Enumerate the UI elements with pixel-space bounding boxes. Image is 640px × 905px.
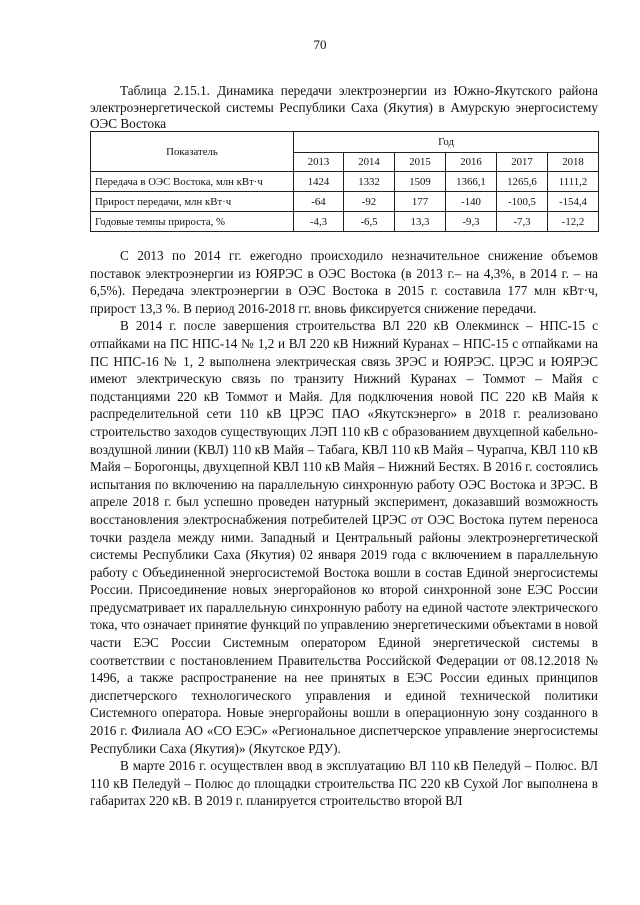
table-cell: 13,3: [395, 212, 446, 232]
paragraph: В марте 2016 г. осуществлен ввод в эксплуатацию ВЛ 110 кВ Пеледуй – Полюс. ВЛ 110 кВ Пеледуй – Полюс до площадки строительства ПС 220 кВ Сухой Лог выполнена в габаритах 220 кВ. В 2019 г. планируется строительство второй ВЛ: [90, 758, 598, 809]
year-2014: 2014: [344, 153, 395, 172]
paragraph: С 2013 по 2014 гг. ежегодно происходило незначительное снижение объемов поставок электроэнергии из ЮЯРЭС в ОЭС Востока (в 2013 г.– на 4,3%, в 2014 г. – на 6,5%). Передача электроэнергии в ОЭС Востока в 2015 г. составила 177 млн кВт·ч, прирост 13,3 %. В период 2016-2018 гг. вновь фиксируется снижение передачи.: [90, 248, 598, 316]
table-cell: -92: [344, 192, 395, 212]
year-2015: 2015: [395, 153, 446, 172]
table-cell: -154,4: [548, 192, 599, 212]
table-row: [91, 192, 599, 212]
table-cell: 1265,6: [497, 172, 548, 192]
paragraph: В 2014 г. после завершения строительства ВЛ 220 кВ Олекминск – НПС-15 с отпайками на ПС НПС-14 № 1,2 и ВЛ 220 кВ Нижний Куранах – НПС-15 с отпайками на ПС НПС-16 № 1, 2 выполнена электрическая связь ЗРЭС и ЮЯРЭС. ЦРЭС и ЮЯРЭС имеют электрическую связь по транзиту Нижний Куранах – Томмот – Майя с подстанциями 220 кВ Томмот и Майя. Для подключения новой ПС 220 кВ Майя к распределительной сети 110 кВ ЦРЭС ПАО «Якутскэнерго» в 2018 г. реализовано строительство заходов существующих ЛЭП 110 кВ с образованием двухцепной кабельно-воздушной линии (КВЛ) 110 кВ Майя – Табага, КВЛ 110 кВ Майя – Чурапча, КВЛ 110 кВ Майя – Борогонцы, двухцепной КВЛ 110 кВ Майя – Нижний Бестях. В 2016 г. состоялись испытания по включению на параллельную синхронную работу ОЭС Востока и ЗРЭС. В апреле 2018 г. был успешно проведен натурный эксперимент, доказавший возможность восстановления электроснабжения потребителей ЦРЭС от ОЭС Востока путем переноса точки раздела между ними. Западный и Центральный районы электроэнергетической системы Республики Саха (Якутия) 02 января 2019 года с включением в параллельную работу с Объединенной энергосистемой Востока вошли в состав Единой энергосистемы России. Присоединение новых энергорайонов ко второй синхронной зоне ЕЭС России предусматривает их параллельную синхронную работу на единой частоте электрического тока, что означает принятие функций по управлению энергетическими объектами в новой части ЕЭС России Системным оператором Единой энергетической системы в соответствии с постановлением Правительства Российской Федерации от 08.12.2018 № 1496, а также распространение на нее принятых в ЕЭС России единых принципов диспетчерского технологического управления и единой технической политики Системного оператора. Новые энергорайоны вошли в операционную зону созданного в 2016 г. Филиала АО «СО ЕЭС» «Региональное диспетчерское управление энергосистемы Республики Саха (Якутия)» (Якутское РДУ).: [90, 318, 598, 756]
year-2013: 2013: [294, 153, 344, 172]
indicator-header: Показатель: [91, 132, 294, 172]
table-cell: -100,5: [497, 192, 548, 212]
year-2018: 2018: [548, 153, 599, 172]
table-cell: -6,5: [344, 212, 395, 232]
table-row: [91, 172, 599, 192]
table-cell: -140: [446, 192, 497, 212]
year-2016: 2016: [446, 153, 497, 172]
table-cell: -7,3: [497, 212, 548, 232]
table-cell: 1332: [344, 172, 395, 192]
table-cell: 177: [395, 192, 446, 212]
table-row: [91, 212, 599, 232]
page-number: 70: [313, 37, 327, 52]
table-cell: 1366,1: [446, 172, 497, 192]
table-cell: -12,2: [548, 212, 599, 232]
year-header: Год: [294, 132, 599, 153]
table-cell: -9,3: [446, 212, 497, 232]
table-cell: 1424: [294, 172, 344, 192]
table-cell: -64: [294, 192, 344, 212]
row-label: Передача в ОЭС Востока, млн кВт·ч: [91, 172, 294, 192]
table-cell: 1111,2: [548, 172, 599, 192]
body-text: [90, 247, 598, 810]
table-cell: 1509: [395, 172, 446, 192]
row-label: Прирост передачи, млн кВт·ч: [91, 192, 294, 212]
table-caption: Таблица 2.15.1. Динамика передачи электроэнергии из Южно-Якутского района электроэнергетической системы Республики Саха (Якутия) в Амурскую энергосистему ОЭС Востока: [90, 83, 598, 131]
data-table: [90, 131, 599, 232]
row-label: Годовые темпы прироста, %: [91, 212, 294, 232]
table-cell: -4,3: [294, 212, 344, 232]
year-2017: 2017: [497, 153, 548, 172]
